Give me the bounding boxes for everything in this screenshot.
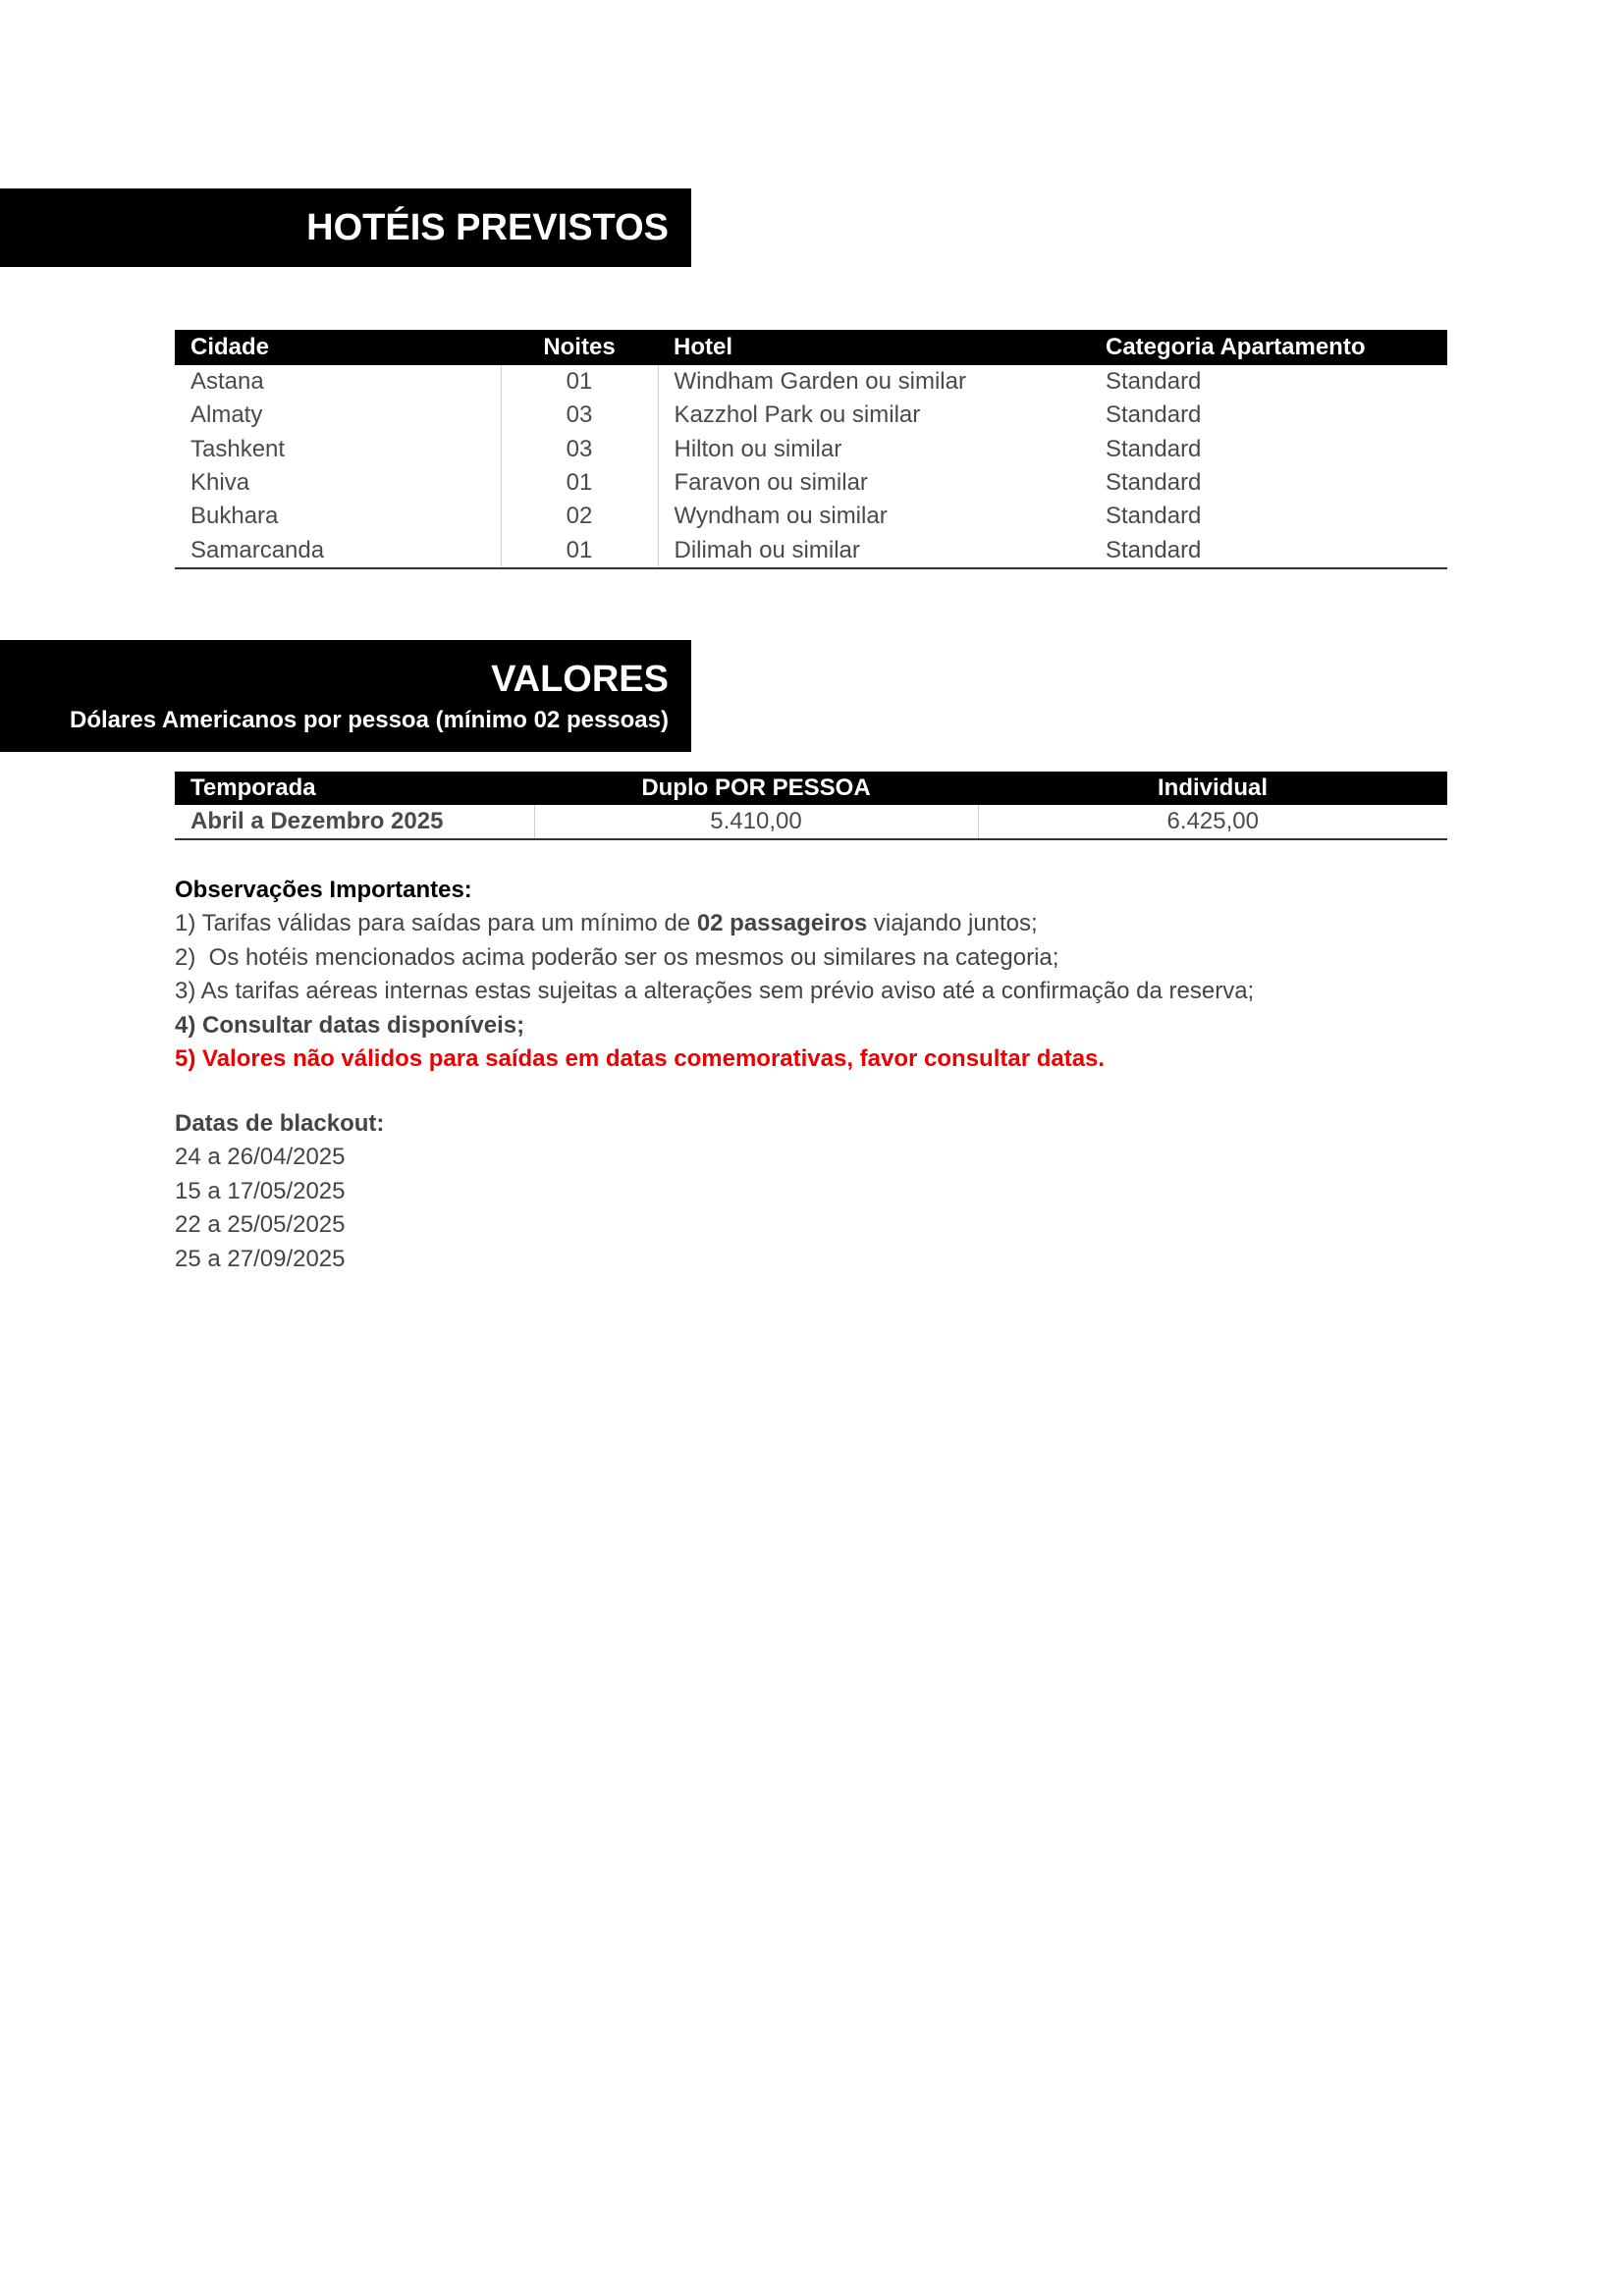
note-item-1-post: viajando juntos;	[867, 910, 1038, 937]
nights-header: Noites	[501, 330, 658, 365]
season-cell: Abril a Dezembro 2025	[190, 808, 444, 834]
values-section-subtitle: Dólares Americanos por pessoa (mínimo 02 pessoas)	[70, 707, 669, 733]
hotel-cell: Windham Garden ou similar	[658, 365, 1090, 399]
hotels-banner	[0, 188, 691, 267]
category-header: Categoria Apartamento	[1090, 330, 1447, 365]
city-cell: Tashkent	[190, 435, 286, 462]
note-item-2: 2) Os hotéis mencionados acima poderão ser os mesmos ou similares na categoria;	[175, 943, 1059, 971]
nights-cell: 02	[501, 500, 658, 533]
single-header: Individual	[978, 772, 1447, 805]
season-header: Temporada	[175, 772, 534, 805]
city-cell: Samarcanda	[190, 536, 325, 563]
nights-cell: 03	[501, 399, 658, 432]
blackout-date: 22 a 25/05/2025	[175, 1211, 346, 1239]
blackout-heading: Datas de blackout:	[175, 1110, 385, 1137]
note-item-4: 4) Consultar datas disponíveis;	[175, 1011, 525, 1039]
prices-table	[175, 772, 1447, 840]
nights-cell: 01	[501, 466, 658, 500]
important-notes	[175, 874, 1254, 1076]
blackout-date: 24 a 26/04/2025	[175, 1144, 346, 1171]
hotels-section-title: HOTÉIS PREVISTOS	[306, 207, 669, 248]
hotel-cell: Dilimah ou similar	[658, 533, 1090, 567]
city-cell: Almaty	[190, 401, 263, 429]
note-item-3: 3) As tarifas aéreas internas estas sujeitas a alterações sem prévio aviso até a confirmação da reserva;	[175, 978, 1255, 1005]
category-cell: Standard	[1106, 401, 1202, 429]
category-cell: Standard	[1106, 503, 1202, 530]
city-cell: Bukhara	[190, 503, 279, 530]
table-row	[175, 399, 1447, 432]
note-item-1	[175, 907, 1254, 940]
hotel-cell: Kazzhol Park ou similar	[658, 399, 1090, 432]
city-header: Cidade	[175, 330, 501, 365]
double-price-cell: 5.410,00	[534, 805, 978, 839]
values-section-title: VALORES	[491, 659, 669, 700]
table-row	[175, 805, 1447, 839]
nights-cell: 03	[501, 433, 658, 466]
hotel-cell: Hilton ou similar	[658, 433, 1090, 466]
hotel-cell: Wyndham ou similar	[658, 500, 1090, 533]
note-item-5-warning: 5) Valores não válidos para saídas em datas comemorativas, favor consultar datas.	[175, 1045, 1106, 1073]
blackout-date: 15 a 17/05/2025	[175, 1177, 346, 1204]
notes-heading: Observações Importantes:	[175, 877, 472, 903]
table-row	[175, 466, 1447, 500]
hotel-header: Hotel	[658, 330, 1090, 365]
table-row	[175, 365, 1447, 399]
prices-header-row	[175, 772, 1447, 805]
category-cell: Standard	[1106, 368, 1202, 396]
table-row	[175, 433, 1447, 466]
double-header: Duplo POR PESSOA	[534, 772, 978, 805]
nights-cell: 01	[501, 365, 658, 399]
hotels-table	[175, 330, 1447, 569]
note-item-1-pre: 1) Tarifas válidas para saídas para um mínimo de	[175, 910, 697, 937]
blackout-date: 25 a 27/09/2025	[175, 1245, 346, 1272]
blackout-dates	[175, 1107, 384, 1276]
city-cell: Khiva	[190, 469, 250, 497]
table-row	[175, 500, 1447, 533]
hotel-cell: Faravon ou similar	[658, 466, 1090, 500]
city-cell: Astana	[190, 368, 264, 396]
note-item-1-bold: 02 passageiros	[696, 910, 868, 937]
nights-cell: 01	[501, 533, 658, 567]
hotels-header-row	[175, 330, 1447, 365]
category-cell: Standard	[1106, 536, 1202, 563]
category-cell: Standard	[1106, 435, 1202, 462]
table-row	[175, 533, 1447, 567]
values-banner	[0, 640, 691, 752]
category-cell: Standard	[1106, 469, 1202, 497]
single-price-cell: 6.425,00	[978, 805, 1447, 839]
